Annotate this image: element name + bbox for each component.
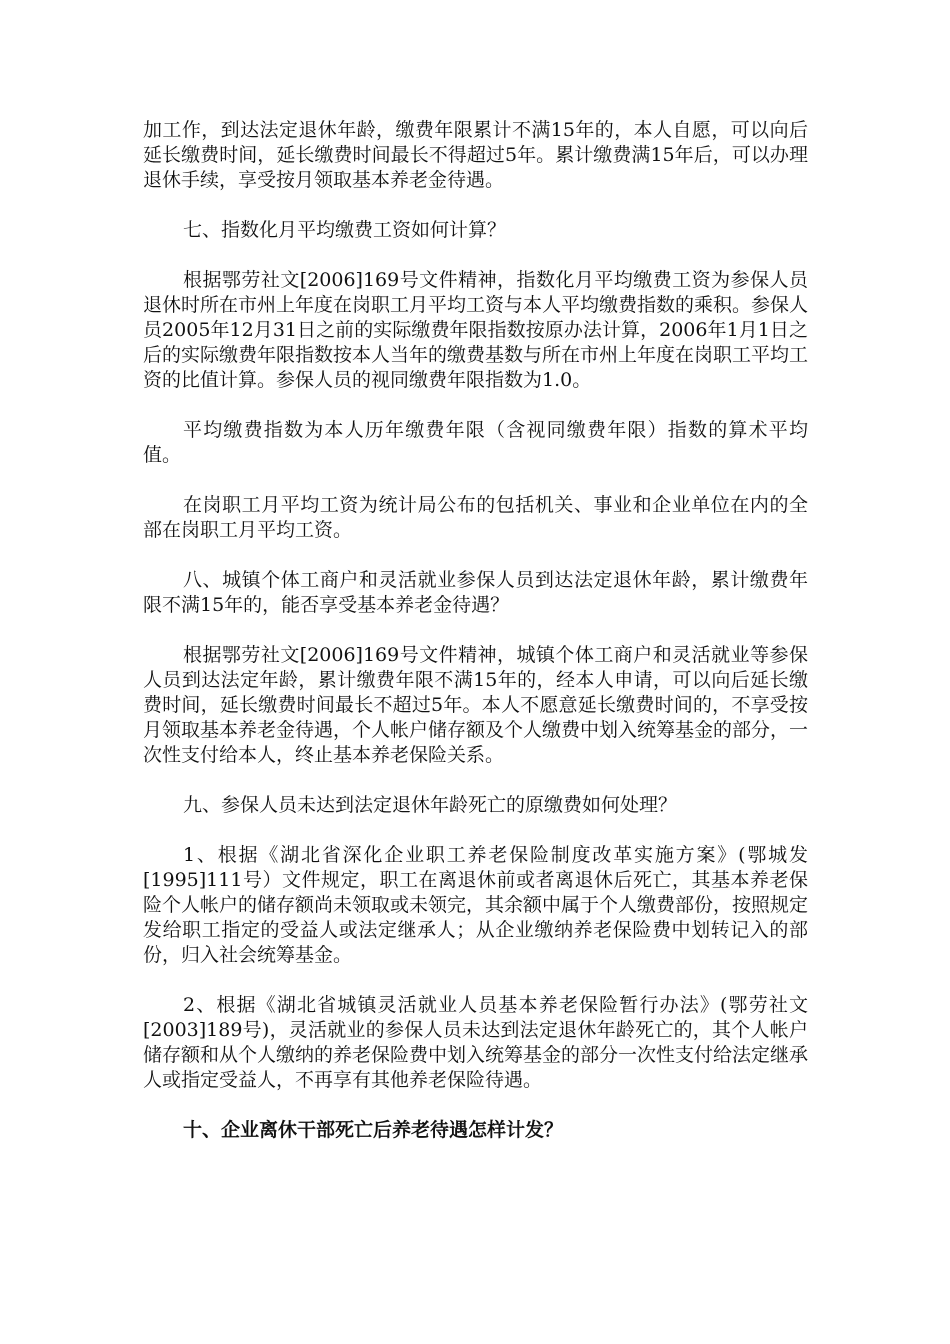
heading-section-8: 八、城镇个体工商户和灵活就业参保人员到达法定退休年龄，累计缴费年限不满15年的，能否享受基本养老金待遇？	[143, 569, 808, 616]
heading-section-7: 七、指数化月平均缴费工资如何计算？	[183, 219, 507, 241]
paragraph-section-8-body: 根据鄂劳社文[2006]169号文件精神，城镇个体工商户和灵活就业等参保人员到达法定年龄，累计缴费年限不满15年的，经本人申请，可以向后延长缴费时间，延长缴费时间最长不超过5年。本人不愿意延长缴费时间的，不享受按月领取基本养老金待遇，个人帐户储存额及个人缴费中划入统筹基金的部分，一次性支付给本人，终止基本养老保险关系。	[143, 644, 809, 766]
paragraph-continuation: 加工作，到达法定退休年龄，缴费年限累计不满15年的，本人自愿，可以向后延长缴费时间，延长缴费时间最长不得超过5年。累计缴费满15年后，可以办理退休手续，享受按月领取基本养老金待遇。	[143, 119, 808, 191]
paragraph-section-9-item-1: 1、根据《湖北省深化企业职工养老保险制度改革实施方案》(鄂城发[1995]111号）文件规定，职工在离退休前或者离退休后死亡，其基本养老保险个人帐户的储存额尚未领取或未领完，其余额中属于个人缴费部份，按照规定发给职工指定的受益人或法定继承人；从企业缴纳养老保险费中划转记入的部份，归入社会统筹基金。	[143, 844, 809, 966]
document-body	[143, 118, 808, 1168]
paragraph-average-wage: 在岗职工月平均工资为统计局公布的包括机关、事业和企业单位在内的全部在岗职工月平均工资。	[143, 494, 808, 541]
heading-section-10: 十、企业离休干部死亡后养老待遇怎样计发？	[183, 1119, 564, 1141]
paragraph-section-9-item-2: 2、根据《湖北省城镇灵活就业人员基本养老保险暂行办法》(鄂劳社文[2003]189号)，灵活就业的参保人员未达到法定退休年龄死亡的，其个人帐户储存额和从个人缴纳的养老保险费中划入统筹基金的部分一次性支付给法定继承人或指定受益人，不再享有其他养老保险待遇。	[143, 994, 809, 1091]
paragraph-section-7-body: 根据鄂劳社文[2006]169号文件精神，指数化月平均缴费工资为参保人员退休时所在市州上年度在岗职工月平均工资与本人平均缴费指数的乘积。参保人员2005年12月31日之前的实际缴费年限指数按原办法计算，2006年1月1日之后的实际缴费年限指数按本人当年的缴费基数与所在市州上年度在岗职工平均工资的比值计算。参保人员的视同缴费年限指数为1.0。	[143, 269, 809, 391]
paragraph-average-index: 平均缴费指数为本人历年缴费年限（含视同缴费年限）指数的算术平均值。	[143, 419, 808, 466]
heading-section-9: 九、参保人员未达到法定退休年龄死亡的原缴费如何处理？	[183, 794, 678, 816]
